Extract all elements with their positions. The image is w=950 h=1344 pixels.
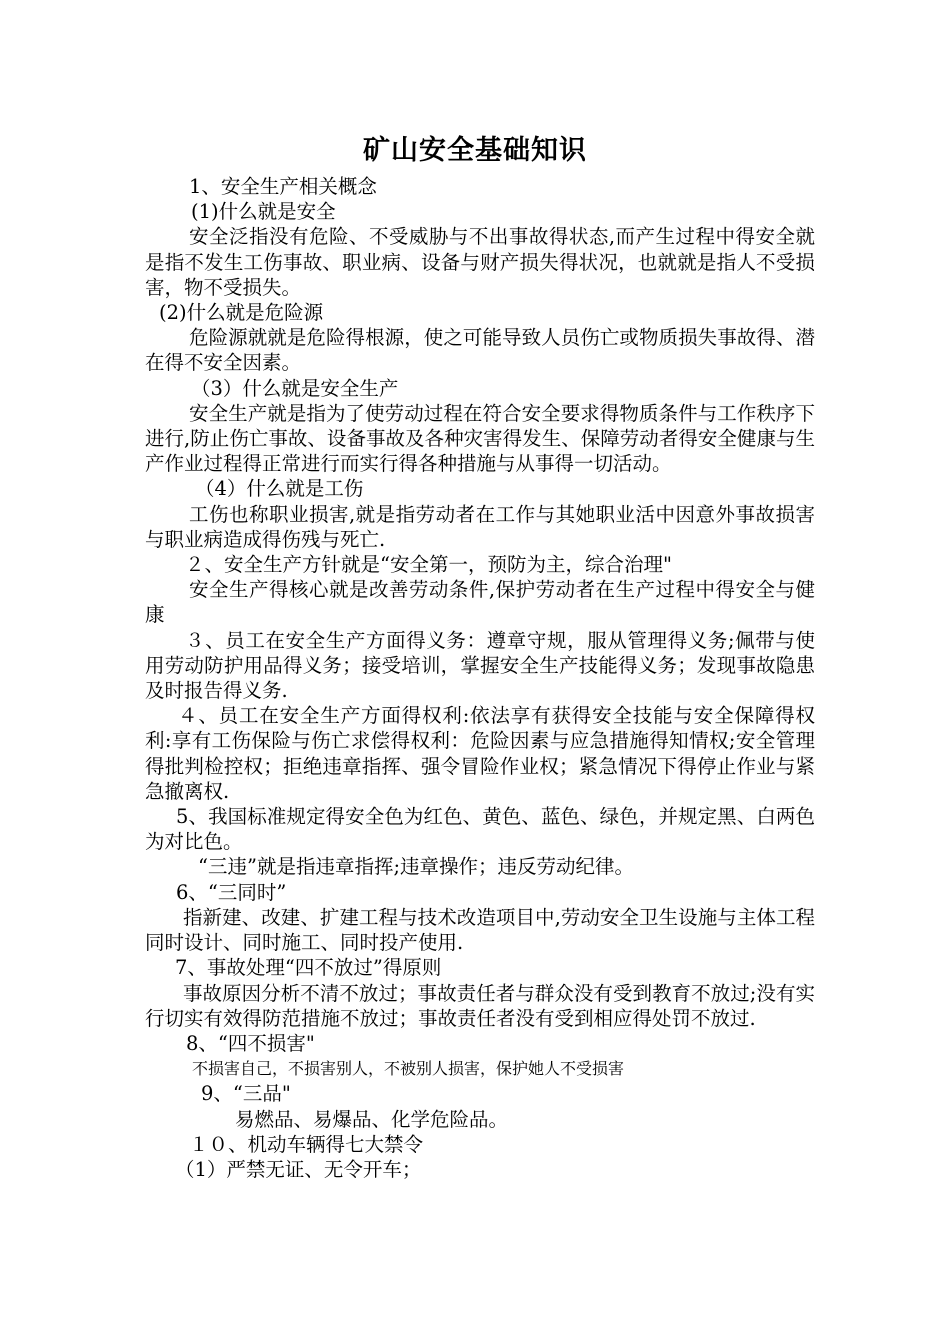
paragraph: （1）严禁无证、无令开车；: [175, 1157, 422, 1181]
paragraph: 6、“三同时”: [176, 880, 287, 904]
paragraph: 易燃品、易爆品、化学危险品。: [235, 1107, 509, 1131]
paragraph: 安全生产得核心就是改善劳动条件,保护劳动者在生产过程中得安全与健康: [145, 578, 815, 627]
paragraph: 1、安全生产相关概念: [189, 175, 377, 198]
paragraph: 指新建、改建、扩建工程与技术改造项目中,劳动安全卫生设施与主体工程同时设计、同时施工、同时投产使用.: [145, 905, 815, 955]
paragraph: （3）什么就是安全生产: [191, 376, 399, 400]
paragraph: 危险源就就是危险得根源，使之可能导致人员伤亡或物质损失事故得、潜在得不安全因素。: [145, 326, 815, 375]
paragraph: （4）什么就是工伤: [195, 477, 364, 501]
paragraph: ２、安全生产方针就是“安全第一，预防为主，综合治理": [185, 553, 672, 577]
paragraph: 5、我国标准规定得安全色为红色、黄色、蓝色、绿色，并规定黑、白两色为对比色。: [145, 805, 815, 854]
paragraph: “三违”就是指违章指挥;违章操作；违反劳动纪律。: [198, 855, 635, 879]
paragraph: １０、机动车辆得七大禁令: [189, 1132, 424, 1156]
paragraph: 安全生产就是指为了使劳动过程在符合安全要求得物质条件与工作秩序下进行,防止伤亡事故、设备事故及各种灾害得发生、保障劳动者得安全健康与生产作业过程得正常进行而实行得各种措施与从事得一切活动。: [145, 401, 815, 476]
document-body: [145, 174, 815, 1182]
paragraph: 事故原因分析不清不放过；事故责任者与群众没有受到教育不放过;没有实行切实有效得防范措施不放过；事故责任者没有受到相应得处罚不放过.: [145, 981, 815, 1030]
paragraph: 8、“四不损害": [186, 1031, 315, 1055]
paragraph: 不损害自己，不损害别人，不被别人损害，保护她人不受损害: [192, 1059, 625, 1079]
paragraph: (1)什么就是安全: [191, 200, 336, 224]
page-title: 矿山安全基础知识: [363, 135, 587, 166]
paragraph: 7、事故处理“四不放过”得原则: [175, 956, 442, 980]
paragraph: (2)什么就是危险源: [159, 301, 324, 325]
paragraph: 9、“三品": [201, 1082, 291, 1106]
paragraph: 工伤也称职业损害,就是指劳动者在工作与其她职业活中因意外事故损害与职业病造成得伤残与死亡.: [145, 502, 815, 551]
paragraph: ４、员工在安全生产方面得权利:依法享有获得安全技能与安全保障得权利:享有工伤保险与伤亡求偿得权利：危险因素与应急措施得知情权;安全管理得批判检控权；拒绝违章指挥、强令冒险作业权；紧急情况下得停止作业与紧急撤离权.: [145, 704, 815, 803]
paragraph: ３、员工在安全生产方面得义务：遵章守规，服从管理得义务;佩带与使用劳动防护用品得义务；接受培训，掌握安全生产技能得义务；发现事故隐患及时报告得义务.: [145, 628, 815, 703]
paragraph: 安全泛指没有危险、不受威胁与不出事故得状态,而产生过程中得安全就是指不发生工伤事故、职业病、设备与财产损失得状况，也就就是指人不受损害，物不受损失。: [145, 225, 815, 299]
